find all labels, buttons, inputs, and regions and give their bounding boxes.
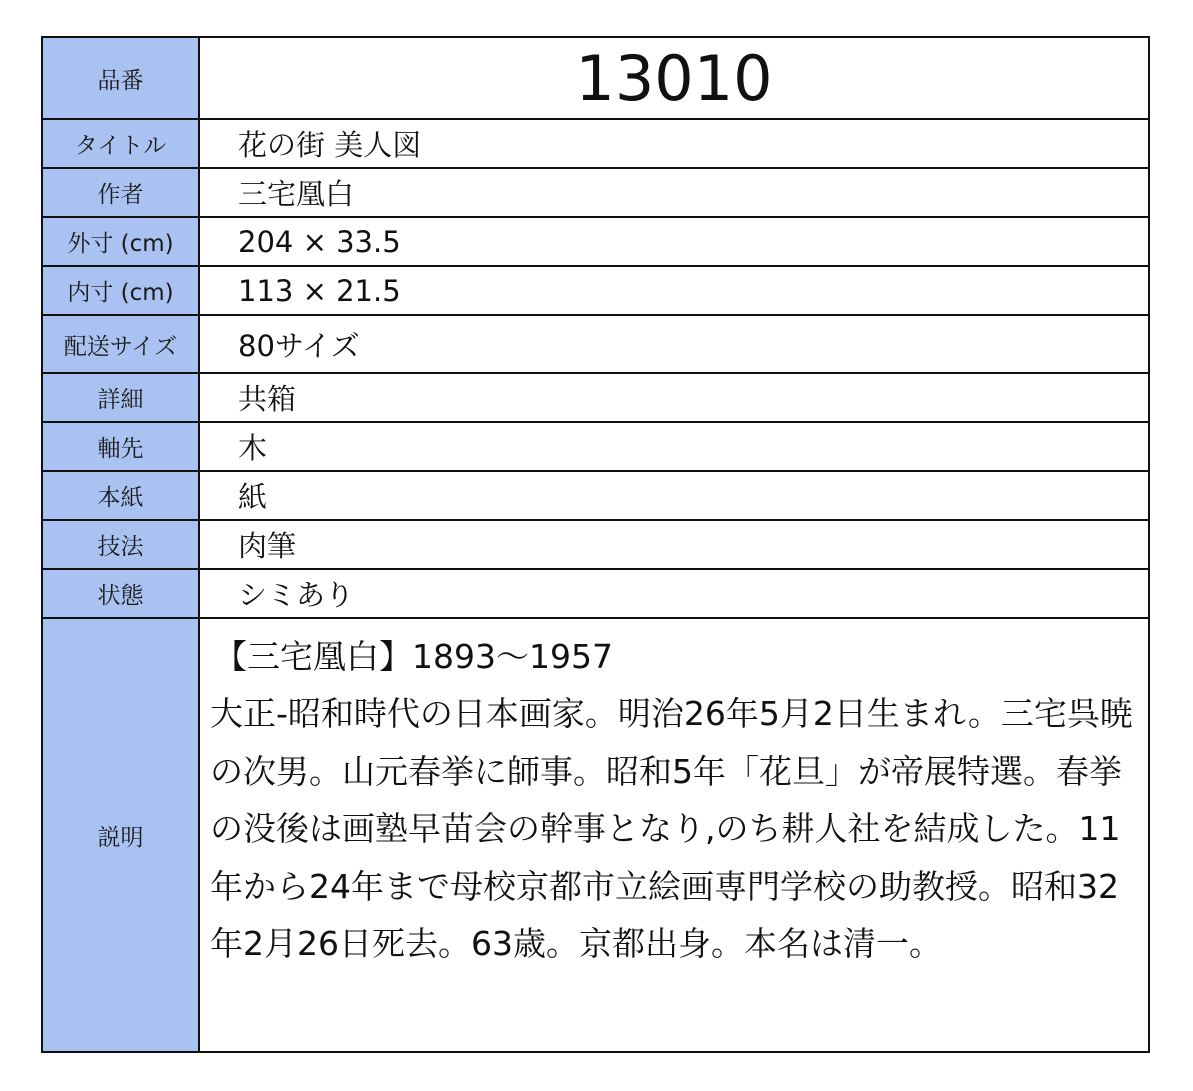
description-heading: 【三宅凰白】1893〜1957 [214, 637, 613, 676]
technique-label: 技法 [43, 521, 200, 570]
inner-size-label: 内寸 (cm) [43, 267, 200, 316]
artist-value: 三宅凰白 [200, 169, 1148, 218]
main-paper-label: 本紙 [43, 472, 200, 521]
description-label: 説明 [43, 619, 200, 1051]
title-value: 花の街 美人図 [200, 120, 1148, 169]
details-value: 共箱 [200, 374, 1148, 423]
description-body: 大正-昭和時代の日本画家。明治26年5月2日生まれ。三宅呉暁の次男。山元春挙に師事。昭和5年「花旦」が帝展特選。春挙の没後は画塾早苗会の幹事となり,のち耕人社を結成した。11年から24年まで母校京都市立絵画専門学校の助教授。昭和32年2月26日死去。63歳。京都出身。本名は清一。 [210, 694, 1133, 963]
shipping-size-value: 80サイズ [200, 316, 1148, 374]
title-label: タイトル [43, 120, 200, 169]
description-value [200, 619, 1148, 1051]
artist-label: 作者 [43, 169, 200, 218]
item-number-value: 13010 [200, 38, 1148, 120]
roller-end-value: 木 [200, 423, 1148, 472]
shipping-size-label: 配送サイズ [43, 316, 200, 374]
inner-size-value: 113 × 21.5 [200, 267, 1148, 316]
condition-value: シミあり [200, 570, 1148, 619]
item-number-label: 品番 [43, 38, 200, 120]
outer-size-label: 外寸 (cm) [43, 218, 200, 267]
technique-value: 肉筆 [200, 521, 1148, 570]
main-paper-value: 紙 [200, 472, 1148, 521]
product-spec-table [41, 36, 1150, 1053]
outer-size-value: 204 × 33.5 [200, 218, 1148, 267]
roller-end-label: 軸先 [43, 423, 200, 472]
condition-label: 状態 [43, 570, 200, 619]
details-label: 詳細 [43, 374, 200, 423]
